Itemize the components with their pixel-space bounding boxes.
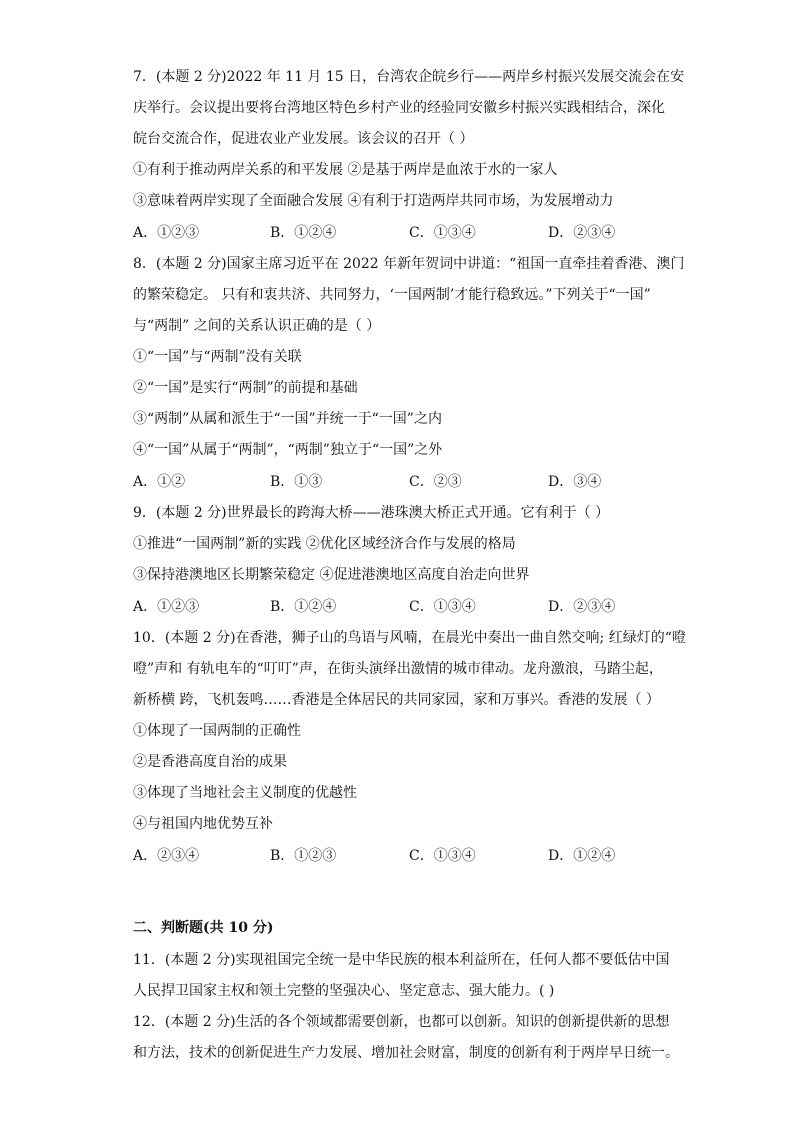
- q8-option-a: A．①②: [133, 474, 186, 490]
- q10-statement-4: ④与祖国内地优势互补: [133, 816, 273, 832]
- q10-option-a: A．②③④: [133, 848, 200, 864]
- q10-option-d: D．①②④: [548, 848, 616, 864]
- q8-statement-2: ②“一国”是实行“两制”的前提和基础: [133, 380, 358, 396]
- q8-option-d: D．③④: [548, 474, 602, 490]
- q7-option-d: D．②③④: [548, 225, 616, 241]
- q7-line-1: 7．(本题 2 分)2022 年 11 月 15 日，台湾农企皖乡行——两岸乡村振兴发展交流会在安: [133, 69, 685, 85]
- q8-statement-4: ④“一国”从属于“两制”，“两制”独立于“一国”之外: [133, 442, 443, 458]
- q10-statement-3: ③体现了当地社会主义制度的优越性: [133, 785, 357, 801]
- q9-option-b: B．①②④: [270, 599, 337, 615]
- q9-option-d: D．②③④: [548, 599, 616, 615]
- q7-statement-line-2: ③意味着两岸实现了全面融合发展 ④有利于打造两岸共同市场，为发展增动力: [133, 193, 614, 209]
- q7-option-c: C．①③④: [409, 225, 476, 241]
- q9-option-a: A．①②③: [133, 599, 200, 615]
- q10-line-3: 新桥横 跨，飞机轰鸣……香港是全体居民的共同家园，家和万事兴。香港的发展（ ）: [133, 692, 660, 708]
- q9-options: [133, 598, 673, 616]
- q10-option-b: B．①②③: [270, 848, 337, 864]
- q9-option-c: C．①③④: [409, 599, 476, 615]
- q10-line-2: 噔”声和 有轨电车的“叮叮”声，在街头演绎出激情的城市律动。龙舟激浪，马踏尘起，: [133, 661, 663, 677]
- q8-statement-1: ①“一国”与“两制”没有关联: [133, 349, 302, 365]
- q12-line-2: 和方法，技术的创新促进生产力发展、增加社会财富，制度的创新有利于两岸早日统一。: [133, 1045, 679, 1061]
- q9-line-1: 9．(本题 2 分)世界最长的跨海大桥——港珠澳大桥正式开通。它有利于（ ）: [133, 505, 610, 521]
- q7-option-b: B．①②④: [270, 225, 337, 241]
- q11-line-1: 11．(本题 2 分)实现祖国完全统一是中华民族的根本利益所在，任何人都不要低估中国: [133, 952, 670, 968]
- q11-line-2: 人民捍卫国家主权和领土完整的坚强决心、坚定意志、强大能力。( ): [133, 983, 555, 999]
- q8-statement-3: ③“两制”从属和派生于“一国”并统一于“一国”之内: [133, 411, 442, 427]
- section-title: 二、判断题(共 10 分): [133, 920, 274, 936]
- q7-statement-line-1: ①有利于推动两岸关系的和平发展 ②是基于两岸是血浓于水的一家人: [133, 162, 558, 178]
- q7-option-a: A．①②③: [133, 225, 200, 241]
- q8-line-2: 的繁荣稳定。 只有和衷共济、共同努力，‘一国两制’才能行稳致远。”下列关于“一国”: [133, 287, 651, 303]
- q8-line-3: 与“两制” 之间的关系认识正确的是（ ）: [133, 318, 381, 334]
- q10-option-c: C．①③④: [409, 848, 476, 864]
- q7-options: [133, 224, 673, 242]
- q9-statement-line-1: ①推进“一国两制”新的实践 ②优化区域经济合作与发展的格局: [133, 536, 516, 552]
- q8-option-c: C．②③: [409, 474, 462, 490]
- q10-options: [133, 847, 673, 865]
- q10-statement-2: ②是香港高度自治的成果: [133, 754, 287, 770]
- q7-line-2: 庆举行。会议提出要将台湾地区特色乡村产业的经验同安徽乡村振兴实践相结合，深化: [133, 100, 665, 116]
- q12-line-1: 12．(本题 2 分)生活的各个领域都需要创新，也都可以创新。知识的创新提供新的思想: [133, 1014, 670, 1030]
- q9-statement-line-2: ③保持港澳地区长期繁荣稳定 ④促进港澳地区高度自治走向世界: [133, 567, 530, 583]
- q10-line-1: 10．(本题 2 分)在香港，狮子山的鸟语与风喃，在晨光中奏出一曲自然交响; 红绿灯的“噔: [133, 630, 686, 646]
- q8-options: [133, 473, 673, 491]
- q8-line-1: 8．(本题 2 分)国家主席习近平在 2022 年新年贺词中讲道：“祖国一直牵挂着香港、澳门: [133, 256, 685, 272]
- q8-option-b: B．①③: [270, 474, 323, 490]
- q7-line-3: 皖台交流合作，促进农业产业发展。该会议的召开（ ）: [133, 131, 474, 147]
- q10-statement-1: ①体现了一国两制的正确性: [133, 723, 301, 739]
